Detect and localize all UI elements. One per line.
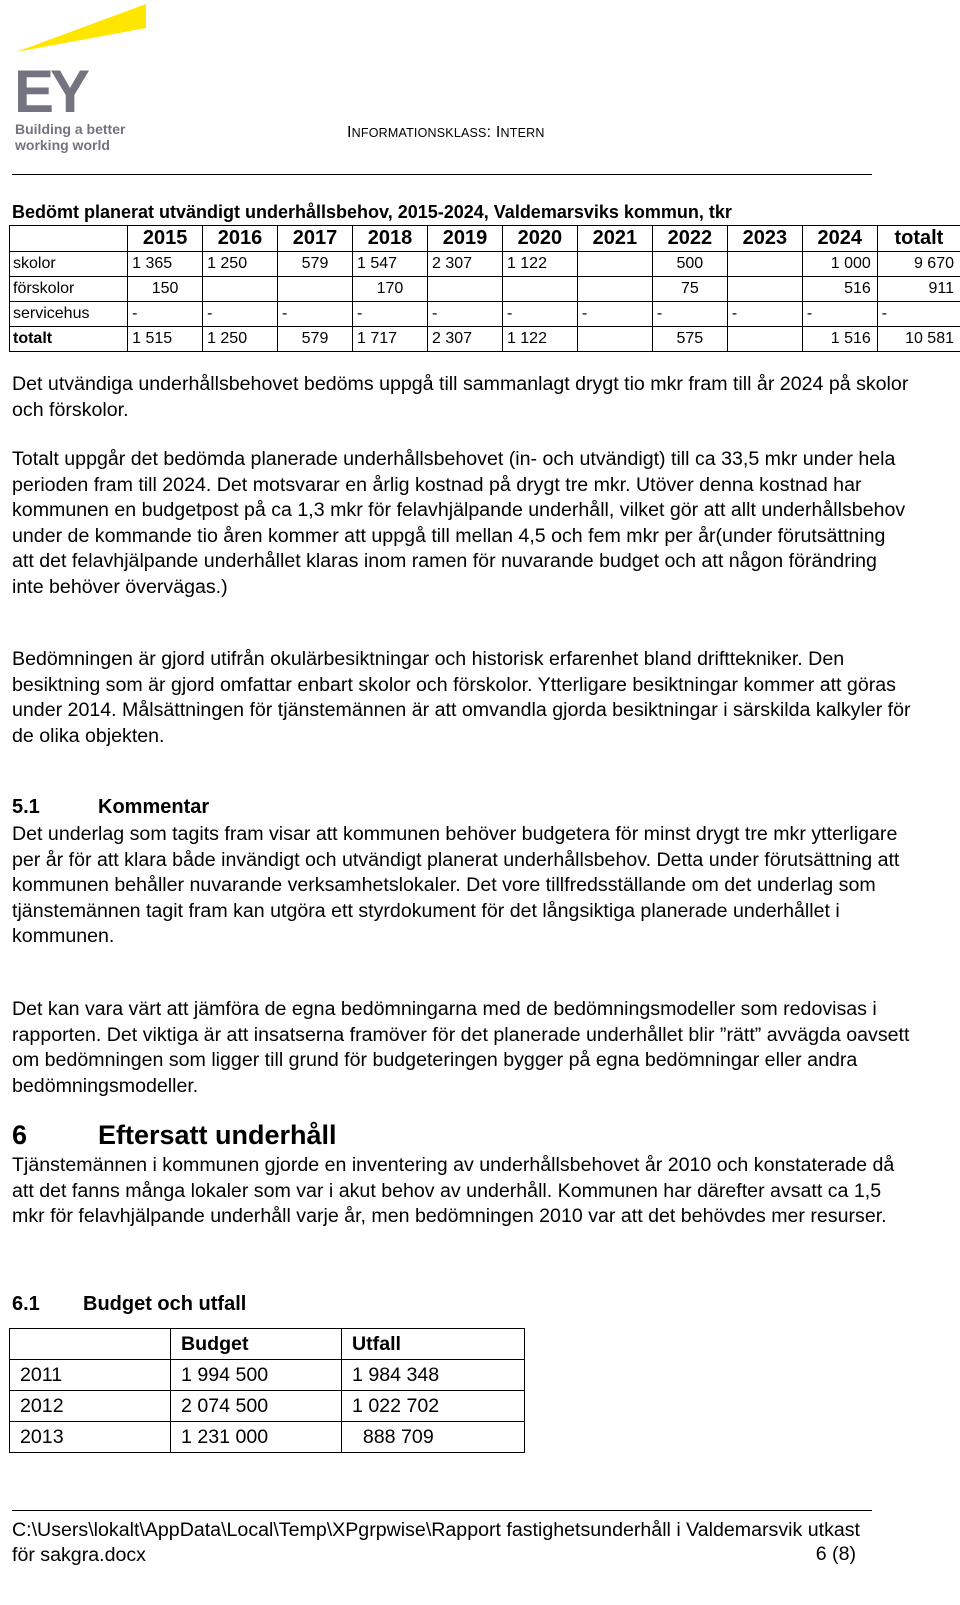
table1-cell: -	[877, 302, 960, 327]
table1-cell: 9 670	[877, 252, 960, 277]
table2-cell: 2 074 500	[171, 1391, 342, 1422]
table2-cell: 888 709	[342, 1422, 525, 1453]
paragraph-6: Tjänstemännen i kommunen gjorde en inventering av underhållsbehovet år 2010 och konstaterade då att det fanns många lokaler som var i akut behov av underhåll. Kommunen har därefter avsatt ca 1,5 mkr för felavhjälpande underhåll varje år, men bedömningen 2010 var att det behövdes mer resurser.	[12, 1154, 895, 1228]
table1-cell: 2 307	[427, 327, 502, 352]
table1-header-cell: 2015	[128, 226, 203, 252]
classification-label	[347, 124, 545, 142]
table1-cell: 150	[128, 277, 203, 302]
table-row	[10, 277, 960, 302]
budget-table	[9, 1328, 525, 1453]
classification-colon: :	[486, 124, 496, 141]
table1-cell	[278, 277, 353, 302]
table1-cell	[727, 327, 802, 352]
table2-cell: 2011	[10, 1360, 171, 1391]
paragraph-2: Totalt uppgår det bedömda planerade underhållsbehovet (in- och utvändigt) till ca 33,5 mkr under hela perioden fram till 2024. Det motsvarar en årlig kostnad på drygt tre mkr. Utöver denna kostnad har kommunen en budgetpost på ca 1,3 mkr för felavhjälpande underhåll, vilket gör att allt underhållsbehov under de kommande tio åren kommer att uppgå till mellan 4,5 och fem mkr per år(under förutsättning att det felavhjälpande underhållet klaras inom ramen för nuvarande budget och att någon förändring inte behöver övervägas.)	[12, 448, 906, 598]
table1-header-cell: 2018	[353, 226, 428, 252]
table1-header-cell: 2017	[278, 226, 353, 252]
table1-cell	[727, 277, 802, 302]
table1-header-cell	[10, 226, 128, 252]
table1-cell: 1 547	[353, 252, 428, 277]
table1-cell: 1 250	[203, 252, 278, 277]
table1-cell: -	[353, 302, 428, 327]
table1-cell	[727, 252, 802, 277]
table1-cell: 575	[652, 327, 727, 352]
table1-cell: 579	[278, 252, 353, 277]
paragraph-5: Det kan vara värt att jämföra de egna bedömningarna med de bedömningsmodeller som redovisas i rapporten. Det viktiga är att insatserna framöver för det planerade underhållet blir ”rätt” avvägda oavsett om bedömningen som ligger till grund för budgeteringen bygger på egna bedömningar eller andra bedömningsmodeller.	[12, 998, 910, 1097]
table2-header-row	[10, 1329, 525, 1360]
table1-cell: -	[652, 302, 727, 327]
table1-cell: 1 365	[128, 252, 203, 277]
header-divider	[12, 174, 872, 175]
section-title: Budget och utfall	[83, 1293, 247, 1315]
ey-logo-tagline-1: Building a better	[15, 121, 126, 137]
table-row	[10, 1391, 525, 1422]
table1-cell: 75	[652, 277, 727, 302]
table1-cell: 1 122	[502, 327, 577, 352]
table2-cell: 2012	[10, 1391, 171, 1422]
table1-row-label: servicehus	[10, 302, 128, 327]
table1-cell: -	[502, 302, 577, 327]
table1-cell: 1 516	[802, 327, 877, 352]
table1-header-cell: 2016	[203, 226, 278, 252]
paragraph-3: Bedömningen är gjord utifrån okulärbesiktningar och historisk erfarenhet bland drifttekniker. Den besiktning som är gjord omfattar enbart skolor och förskolor. Ytterligare besiktningar kommer att göras under 2014. Målsättningen för tjänstemännen är att omvandla gjorda besiktningar i särskilda kalkyler för de olika objekten.	[12, 648, 911, 747]
table1-cell: -	[278, 302, 353, 327]
classification-value-cap: I	[495, 124, 501, 141]
table1-cell: 1 717	[353, 327, 428, 352]
table1-cell: -	[128, 302, 203, 327]
table-row	[10, 1422, 525, 1453]
table-row	[10, 327, 960, 352]
section-6-1-heading	[12, 1293, 246, 1316]
paragraph-4: Det underlag som tagits fram visar att kommunen behöver budgetera för minst drygt tre mkr ytterligare per år för att klara både invändigt och utvändigt planerat underhållsbehov. Detta under förutsättning att kommunen behåller nuvarande verksamhetslokaler. Det vore tillfredsställande om det underlag som tjänstemännen tagit fram kan utgöra ett styrdokument för det långsiktiga planerade underhållet i kommunen.	[12, 823, 900, 948]
table1-cell: 1 000	[802, 252, 877, 277]
table1-cell: -	[802, 302, 877, 327]
table-row	[10, 302, 960, 327]
table1-cell	[427, 277, 502, 302]
table2-header-cell: Budget	[171, 1329, 342, 1360]
section-title: Kommentar	[98, 796, 210, 818]
ey-logo-letters: EY	[14, 58, 87, 125]
classification-cap: I	[347, 124, 352, 141]
ey-logo-beam	[16, 4, 146, 52]
section-5-1-heading	[12, 796, 209, 819]
ey-logo-graphic	[14, 4, 154, 154]
table2-cell: 2013	[10, 1422, 171, 1453]
table1-header-cell: 2023	[727, 226, 802, 252]
table1-header-cell: 2021	[577, 226, 652, 252]
table1-header-cell: totalt	[877, 226, 960, 252]
table1-cell: 1 250	[203, 327, 278, 352]
table1-cell	[577, 277, 652, 302]
table1-row-label: förskolor	[10, 277, 128, 302]
ey-logo	[14, 4, 154, 154]
maintenance-table	[9, 225, 960, 352]
table1-title: Bedömt planerat utvändigt underhållsbehov, 2015-2024, Valdemarsviks kommun, tkr	[12, 202, 732, 222]
table1-cell: 1 515	[128, 327, 203, 352]
table1-header-cell: 2019	[427, 226, 502, 252]
table1-cell: 911	[877, 277, 960, 302]
table1-header-row	[10, 226, 960, 252]
table2-cell: 1 022 702	[342, 1391, 525, 1422]
table1-cell	[577, 252, 652, 277]
table1-cell: 579	[278, 327, 353, 352]
table2-cell: 1 231 000	[171, 1422, 342, 1453]
table2-header-cell: Utfall	[342, 1329, 525, 1360]
table1-cell: 1 122	[502, 252, 577, 277]
table1-cell: -	[577, 302, 652, 327]
table-row	[10, 1360, 525, 1391]
footer-file-path: C:\Users\lokalt\AppData\Local\Temp\XPgrpwise\Rapport fastighetsunderhåll i Valdemarsvik utkast för sakgra.docx	[12, 1519, 861, 1566]
table1-row-label: skolor	[10, 252, 128, 277]
table2-cell: 1 984 348	[342, 1360, 525, 1391]
table1-header-cell: 2020	[502, 226, 577, 252]
page-number: 6 (8)	[815, 1543, 856, 1565]
section-title: Eftersatt underhåll	[98, 1120, 337, 1150]
table1-cell: 516	[802, 277, 877, 302]
table1-cell	[203, 277, 278, 302]
table1-cell: -	[727, 302, 802, 327]
paragraph-1: Det utvändiga underhållsbehovet bedöms uppgå till sammanlagt drygt tio mkr fram till år 2024 på skolor och förskolor.	[12, 373, 909, 421]
table1-cell: 170	[353, 277, 428, 302]
table-row	[10, 252, 960, 277]
section-number: 5.1	[12, 796, 40, 818]
footer-divider	[12, 1510, 872, 1511]
table1-cell: 500	[652, 252, 727, 277]
classification-rest: NFORMATIONSKLASS	[351, 126, 487, 140]
section-number: 6.1	[12, 1293, 40, 1315]
classification-value-rest: NTERN	[500, 126, 545, 140]
table1-cell	[577, 327, 652, 352]
table1-cell: -	[203, 302, 278, 327]
table1-cell	[502, 277, 577, 302]
table2-header-cell	[10, 1329, 171, 1360]
section-6-heading	[12, 1120, 337, 1151]
table1-header-cell: 2022	[652, 226, 727, 252]
section-number: 6	[12, 1120, 28, 1150]
table2-cell: 1 994 500	[171, 1360, 342, 1391]
table1-cell: 2 307	[427, 252, 502, 277]
ey-logo-tagline-2: working world	[15, 137, 110, 153]
table1-row-label: totalt	[10, 327, 128, 352]
table1-header-cell: 2024	[802, 226, 877, 252]
table1-cell: 10 581	[877, 327, 960, 352]
table1-cell: -	[427, 302, 502, 327]
